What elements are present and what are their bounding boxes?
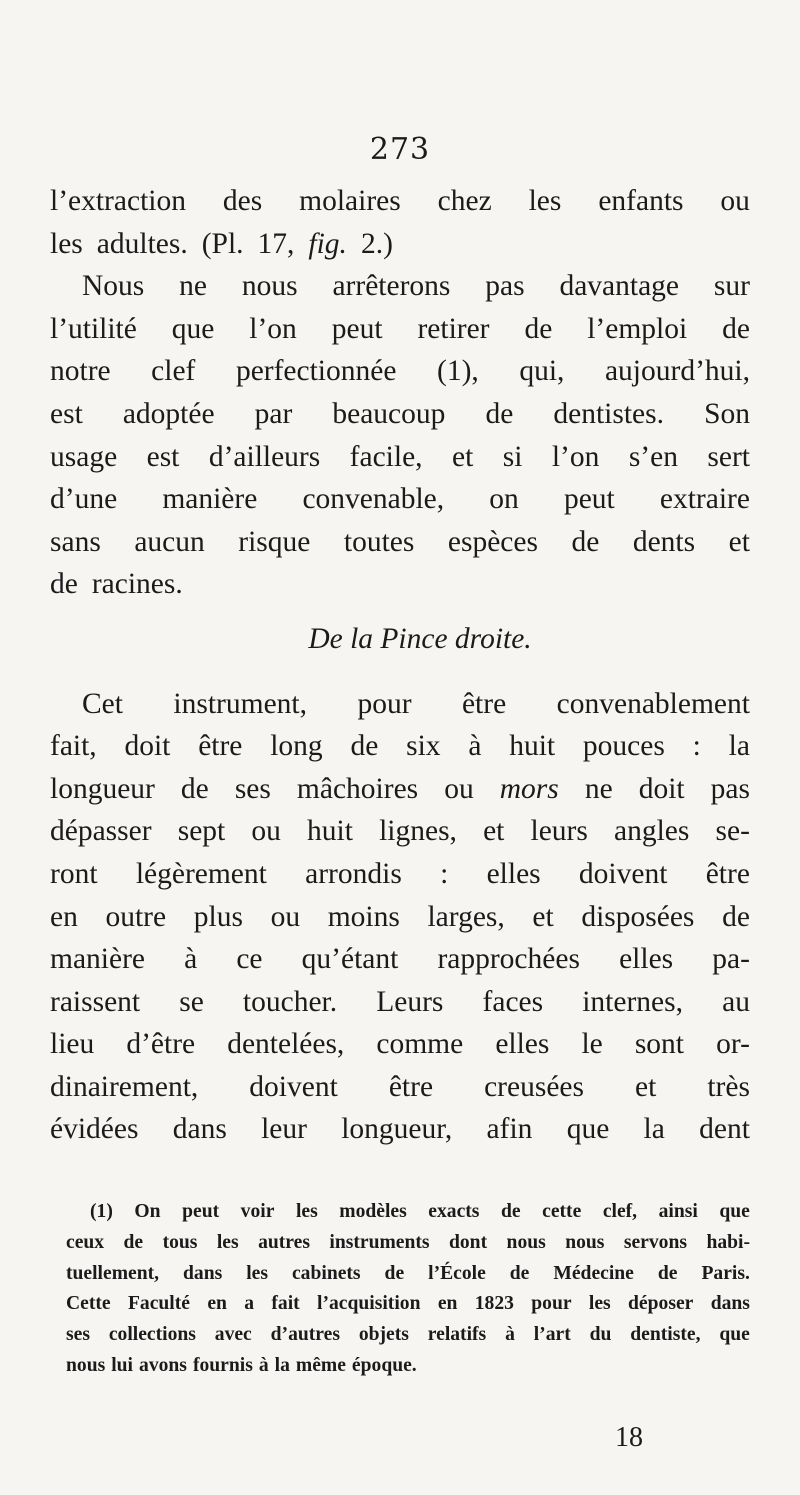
word: dinairement, bbox=[50, 1070, 199, 1103]
text-line bbox=[50, 1066, 750, 1109]
text-line bbox=[66, 1197, 750, 1228]
word: de bbox=[571, 525, 600, 558]
word: nous bbox=[241, 270, 298, 303]
word: dans bbox=[172, 1113, 227, 1146]
word: fait, bbox=[50, 730, 97, 763]
word: instruments bbox=[329, 1231, 430, 1253]
word: que bbox=[171, 312, 215, 345]
word: (1) bbox=[90, 1201, 113, 1222]
word: mors bbox=[499, 772, 559, 805]
word: 17, bbox=[257, 227, 295, 260]
word: l’utilité bbox=[50, 312, 137, 345]
word: convenable, bbox=[302, 483, 445, 516]
text-line bbox=[50, 223, 750, 266]
word: comme bbox=[376, 1028, 464, 1061]
word: être bbox=[461, 687, 507, 720]
word: longueur, bbox=[341, 1113, 453, 1146]
word: pour bbox=[531, 1293, 572, 1315]
word: la bbox=[274, 1354, 290, 1376]
paragraph-block-2 bbox=[50, 683, 750, 1152]
word: sans bbox=[50, 525, 101, 558]
word: si bbox=[502, 440, 523, 473]
word: molaires bbox=[299, 185, 401, 217]
word: dont bbox=[448, 1231, 488, 1253]
word: fig. bbox=[308, 227, 347, 260]
word: larges, bbox=[427, 900, 505, 933]
word: à bbox=[184, 943, 198, 976]
word: à bbox=[258, 1354, 269, 1376]
word: mâchoires bbox=[296, 772, 419, 805]
word: ce bbox=[236, 943, 263, 976]
word: les bbox=[246, 1262, 268, 1284]
text-line bbox=[50, 896, 750, 939]
word: tuellement, bbox=[66, 1262, 160, 1284]
page-number: 273 bbox=[369, 132, 431, 167]
word: pas bbox=[710, 772, 750, 805]
word: en bbox=[50, 900, 78, 933]
word: à bbox=[505, 1324, 515, 1346]
word: clef, bbox=[602, 1201, 638, 1222]
word: la bbox=[728, 730, 750, 763]
word: doit bbox=[638, 772, 685, 805]
word: Leurs bbox=[376, 985, 444, 1018]
word: notre bbox=[50, 355, 111, 388]
text-line bbox=[50, 393, 750, 436]
word: de bbox=[524, 312, 553, 345]
word: Cette bbox=[66, 1293, 111, 1315]
text-line bbox=[50, 478, 750, 521]
word: que bbox=[719, 1201, 750, 1222]
word: espèces bbox=[447, 525, 538, 558]
word: lieu bbox=[50, 1028, 95, 1061]
word: toutes bbox=[343, 525, 415, 558]
word: doit bbox=[124, 730, 171, 763]
word: Nous bbox=[82, 270, 145, 303]
word: rapprochées bbox=[437, 943, 580, 976]
word: Son bbox=[704, 397, 750, 430]
word: à bbox=[468, 730, 482, 763]
word: doivent bbox=[249, 1070, 338, 1103]
word: objets bbox=[358, 1324, 409, 1346]
word: arrêterons bbox=[332, 270, 451, 303]
word: l’extraction bbox=[50, 185, 186, 217]
word: enfants bbox=[598, 185, 684, 217]
word: avons bbox=[139, 1354, 187, 1376]
word: toucher. bbox=[242, 985, 338, 1018]
word: fait bbox=[271, 1293, 300, 1315]
word: dent bbox=[699, 1113, 750, 1146]
text-line bbox=[50, 308, 750, 351]
word: exacts bbox=[428, 1201, 480, 1222]
word: pouces bbox=[582, 730, 665, 763]
word: huit bbox=[307, 815, 353, 848]
word: : bbox=[692, 730, 701, 763]
word: dentiste, bbox=[630, 1324, 701, 1346]
word: perfectionnée bbox=[235, 355, 397, 388]
text-line bbox=[50, 265, 750, 308]
word: évidées bbox=[50, 1113, 139, 1146]
text-line bbox=[50, 1108, 750, 1151]
word: dépasser bbox=[50, 815, 152, 848]
text-line bbox=[66, 1259, 750, 1290]
text-line bbox=[50, 683, 750, 726]
word: instrument, bbox=[173, 687, 307, 720]
word: que bbox=[566, 1113, 610, 1146]
text-line bbox=[50, 180, 750, 223]
word: ne bbox=[179, 270, 207, 303]
word: être bbox=[198, 730, 243, 763]
text-line bbox=[50, 436, 750, 479]
word: peut bbox=[182, 1201, 220, 1222]
word: dents bbox=[632, 525, 696, 558]
word: ou bbox=[270, 900, 301, 933]
word: et bbox=[451, 440, 474, 473]
word: longueur bbox=[50, 772, 155, 805]
word: et bbox=[635, 1070, 657, 1103]
word: d’ailleurs bbox=[208, 440, 321, 473]
word: tous bbox=[162, 1231, 198, 1253]
word: habi- bbox=[706, 1231, 750, 1253]
word: Faculté bbox=[127, 1293, 190, 1315]
word: disposées bbox=[581, 900, 695, 933]
text-line bbox=[50, 521, 750, 564]
word: ses bbox=[66, 1324, 90, 1346]
word: manière bbox=[162, 483, 258, 516]
word: légèrement bbox=[135, 857, 267, 890]
word: elles bbox=[495, 1028, 550, 1061]
word: sur bbox=[713, 270, 750, 303]
word: de bbox=[123, 1231, 144, 1253]
word: servons bbox=[623, 1231, 687, 1253]
word: de bbox=[384, 1262, 405, 1284]
text-line bbox=[66, 1289, 750, 1320]
word: d’une bbox=[50, 483, 118, 516]
word: ront bbox=[50, 857, 98, 890]
word: convenablement bbox=[556, 687, 750, 720]
word: dans bbox=[183, 1262, 223, 1284]
text-line bbox=[50, 1023, 750, 1066]
word: internes, bbox=[582, 985, 683, 1018]
word: se- bbox=[715, 815, 750, 848]
word: est bbox=[146, 440, 180, 473]
word: racines. bbox=[91, 568, 183, 601]
word: de bbox=[50, 568, 78, 601]
word: les bbox=[50, 227, 83, 260]
text-line bbox=[50, 350, 750, 393]
word: même bbox=[295, 1354, 346, 1376]
word: de bbox=[722, 900, 750, 933]
main-text bbox=[50, 180, 750, 1151]
word: de bbox=[722, 312, 750, 345]
text-line bbox=[50, 853, 750, 896]
word: 1823 bbox=[474, 1293, 514, 1315]
word: On bbox=[134, 1201, 161, 1222]
word: elles bbox=[486, 857, 541, 890]
word: dentistes. bbox=[553, 397, 664, 430]
signature-mark: 18 bbox=[615, 1422, 643, 1453]
word: leur bbox=[261, 1113, 307, 1146]
word: autres bbox=[258, 1231, 310, 1253]
word: dentelées, bbox=[227, 1028, 345, 1061]
word: d’autres bbox=[270, 1324, 340, 1346]
word: dans bbox=[710, 1293, 750, 1315]
word: ainsi bbox=[658, 1201, 698, 1222]
word: collections bbox=[108, 1324, 196, 1346]
word: cabinets bbox=[291, 1262, 361, 1284]
word: qui, bbox=[519, 355, 565, 388]
word: ou bbox=[251, 815, 281, 848]
word: long bbox=[270, 730, 323, 763]
section-heading: De la Pince droite. bbox=[308, 622, 532, 655]
word: ou bbox=[444, 772, 474, 805]
word: voir bbox=[240, 1201, 275, 1222]
word: est bbox=[50, 397, 83, 430]
word: outre bbox=[105, 900, 167, 933]
word: nous bbox=[565, 1231, 605, 1253]
word: elles bbox=[619, 943, 674, 976]
text-line bbox=[50, 563, 750, 606]
word: pas bbox=[485, 270, 525, 303]
word: chez bbox=[437, 185, 492, 217]
word: adultes. bbox=[96, 227, 188, 260]
word: peut bbox=[331, 312, 383, 345]
word: arrondis bbox=[305, 857, 402, 890]
word: de bbox=[509, 1262, 530, 1284]
word: Paris. bbox=[701, 1262, 750, 1284]
text-line bbox=[50, 981, 750, 1024]
word: et bbox=[532, 900, 554, 933]
word: relatifs bbox=[427, 1324, 487, 1346]
word: le bbox=[581, 1028, 603, 1061]
text-line bbox=[50, 768, 750, 811]
paragraph-block-1 bbox=[50, 180, 750, 606]
word: retirer bbox=[417, 312, 490, 345]
word: on bbox=[489, 483, 519, 516]
word: Cet bbox=[82, 687, 123, 720]
text-line bbox=[50, 810, 750, 853]
footnote bbox=[66, 1197, 750, 1382]
text-line bbox=[66, 1320, 750, 1351]
word: ses bbox=[234, 772, 271, 805]
word: six bbox=[406, 730, 441, 763]
word: Médecine bbox=[553, 1262, 634, 1284]
word: l’emploi bbox=[587, 312, 688, 345]
word: ou bbox=[720, 185, 750, 217]
word: or- bbox=[716, 1028, 750, 1061]
word: la bbox=[643, 1113, 665, 1146]
word: époque. bbox=[351, 1354, 417, 1376]
text-line bbox=[66, 1351, 750, 1382]
word: raissent bbox=[50, 985, 141, 1018]
word: afin bbox=[486, 1113, 533, 1146]
word: avec bbox=[214, 1324, 252, 1346]
text-line bbox=[66, 1228, 750, 1259]
word: pa- bbox=[712, 943, 750, 976]
word: des bbox=[222, 185, 263, 217]
word: leurs bbox=[530, 815, 588, 848]
word: sert bbox=[707, 440, 750, 473]
word: nous bbox=[66, 1354, 106, 1376]
word: fournis bbox=[192, 1354, 253, 1376]
word: angles bbox=[613, 815, 690, 848]
word: se bbox=[179, 985, 204, 1018]
word: usage bbox=[50, 440, 118, 473]
word: doivent bbox=[578, 857, 668, 890]
word: en bbox=[437, 1293, 458, 1315]
word: risque bbox=[238, 525, 311, 558]
word: les bbox=[588, 1293, 611, 1315]
word: cette bbox=[542, 1201, 582, 1222]
word: l’on bbox=[249, 312, 297, 345]
word: peut bbox=[563, 483, 615, 516]
word: et bbox=[483, 815, 505, 848]
word: huit bbox=[509, 730, 556, 763]
word: déposer bbox=[628, 1293, 694, 1315]
word: manière bbox=[50, 943, 145, 976]
word: l’École bbox=[428, 1262, 486, 1284]
word: au bbox=[722, 985, 750, 1018]
word: (Pl. bbox=[201, 227, 244, 260]
word: moins bbox=[327, 900, 400, 933]
word: l’acquisition bbox=[317, 1293, 421, 1315]
word: être bbox=[705, 857, 750, 890]
word: a bbox=[244, 1293, 255, 1315]
word: pour bbox=[357, 687, 412, 720]
word: lui bbox=[111, 1354, 134, 1376]
text-line bbox=[50, 725, 750, 768]
word: 2.) bbox=[360, 227, 393, 260]
word: s’en bbox=[628, 440, 678, 473]
word: les bbox=[528, 185, 562, 217]
word: sept bbox=[177, 815, 226, 848]
word: modèles bbox=[339, 1201, 407, 1222]
word: les bbox=[295, 1201, 318, 1222]
word: de bbox=[350, 730, 379, 763]
word: creusées bbox=[484, 1070, 584, 1103]
word: adoptée bbox=[122, 397, 215, 430]
word: (1), bbox=[437, 355, 479, 388]
word: de bbox=[500, 1201, 521, 1222]
word: que bbox=[719, 1324, 750, 1346]
word: du bbox=[589, 1324, 612, 1346]
word: : bbox=[440, 857, 449, 890]
word: ne bbox=[584, 772, 613, 805]
word: davantage bbox=[559, 270, 680, 303]
word: de bbox=[485, 397, 514, 430]
word: plus bbox=[193, 900, 243, 933]
word: les bbox=[216, 1231, 239, 1253]
word: lignes, bbox=[379, 815, 457, 848]
word: et bbox=[728, 525, 750, 558]
word: très bbox=[707, 1070, 750, 1103]
word: qu’étant bbox=[301, 943, 399, 976]
word: l’art bbox=[533, 1324, 571, 1346]
word: être bbox=[388, 1070, 434, 1103]
word: en bbox=[207, 1293, 227, 1315]
word: l’on bbox=[551, 440, 600, 473]
word: nous bbox=[506, 1231, 546, 1253]
word: clef bbox=[151, 355, 196, 388]
word: faces bbox=[482, 985, 544, 1018]
word: facile, bbox=[349, 440, 423, 473]
word: beaucoup bbox=[332, 397, 446, 430]
word: sont bbox=[634, 1028, 685, 1061]
word: par bbox=[254, 397, 293, 430]
word: extraire bbox=[659, 483, 750, 516]
word: ceux bbox=[66, 1231, 105, 1253]
word: aujourd’hui, bbox=[604, 355, 750, 388]
text-line bbox=[50, 938, 750, 981]
word: de bbox=[180, 772, 209, 805]
word: de bbox=[657, 1262, 678, 1284]
word: d’être bbox=[126, 1028, 196, 1061]
word: aucun bbox=[134, 525, 205, 558]
